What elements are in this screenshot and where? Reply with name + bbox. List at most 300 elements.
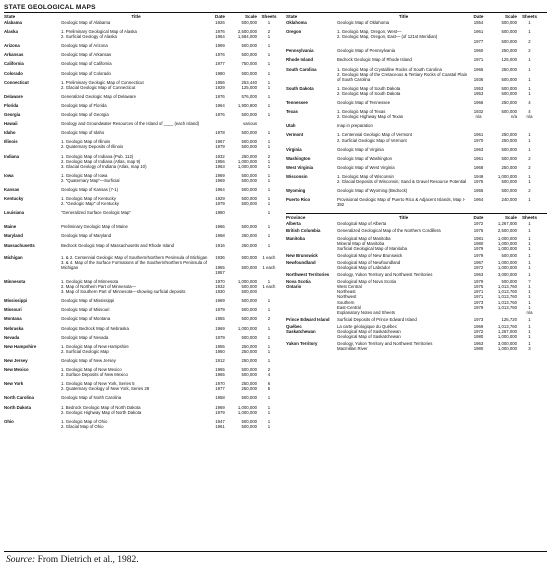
header-title: Title: [131, 14, 141, 19]
scale-value: 126,720: [501, 316, 517, 322]
cell-state: [286, 123, 337, 128]
cell-scales: [229, 121, 260, 126]
scale-value: 1,000,000: [237, 409, 257, 415]
title-value: Geologic Map of West Virginia: [337, 164, 395, 170]
cell-dates: [211, 243, 229, 248]
cell-state: [286, 132, 337, 142]
cell-titles: [61, 210, 211, 215]
cell-titles: [337, 329, 470, 339]
scale-value: 500,000: [241, 284, 257, 290]
title-value: 1. Geologic Map of Indiana (Pub. 112): [61, 153, 134, 159]
state-name: Hawaii: [4, 121, 18, 127]
cell-scales: [487, 86, 520, 96]
scale-value: 500,000: [241, 201, 257, 207]
sheet-value: 1: [267, 61, 271, 67]
state-name: Kentucky: [4, 196, 24, 202]
date-value: 1979: [215, 201, 225, 207]
state-name: Utah: [286, 123, 296, 129]
cell-sheets: [260, 233, 278, 238]
cell-scales: [487, 253, 520, 258]
title-value: Geologic Map of Tennessee: [337, 100, 391, 106]
title-value: 2. Quaternary Geology of New York, Series 28: [61, 386, 150, 392]
sheet-value: 1: [267, 79, 271, 85]
title-value: Geologic Map of Maryland: [61, 233, 112, 239]
cell-sheets: [260, 196, 278, 206]
cell-titles: [337, 100, 470, 105]
sheet-value: 1 each: [262, 254, 276, 260]
cell-state: [286, 156, 337, 161]
scale-value: [487, 123, 517, 128]
cell-titles: [337, 284, 470, 315]
cell-scales: [487, 109, 520, 119]
cell-dates: [211, 43, 229, 48]
cell-scales: [487, 341, 520, 351]
table-row: [286, 165, 547, 170]
sheet-value: 1: [267, 357, 271, 363]
date-value: 1916: [215, 242, 225, 248]
date-value: 1969: [215, 172, 225, 178]
cell-state: [4, 367, 61, 377]
cell-sheets: [260, 344, 278, 354]
scale-value: 500,000: [241, 70, 257, 76]
cell-dates: [211, 80, 229, 90]
sheet-value: 2: [267, 29, 271, 35]
state-name: Mississippi: [4, 298, 28, 304]
cell-dates: [211, 326, 229, 331]
scale-value: n/a: [511, 114, 517, 120]
cell-titles: [61, 381, 211, 391]
title-value: 1. & 2. Centennial Geologic Map of Southern/Northern Peninsula of Michigan: [61, 254, 208, 260]
cell-dates: [211, 358, 229, 363]
scale-value: 1,000,000: [497, 235, 517, 241]
cell-titles: [61, 94, 211, 99]
date-value: 1976: [215, 112, 225, 118]
sheet-value: 1: [267, 233, 271, 239]
state-name: Minnesota: [4, 279, 26, 284]
state-name: Florida: [4, 102, 19, 108]
scale-value: 1,000,000: [497, 259, 517, 265]
cell-state: [286, 67, 337, 82]
scale-value: 250,000: [501, 164, 517, 170]
state-name: Colorado: [4, 70, 23, 76]
date-value: 1947: [215, 418, 225, 424]
header-sheets: Sheets: [261, 14, 277, 19]
date-value: 1964: [473, 197, 484, 203]
table-row: [4, 298, 279, 303]
state-name: Kansas: [4, 186, 20, 192]
state-name: West Virginia: [286, 164, 314, 170]
cell-scales: [229, 173, 260, 183]
sheet-value: 1: [267, 102, 271, 108]
left-header: [4, 13, 279, 20]
cell-dates: [211, 395, 229, 400]
cell-scales: [229, 52, 260, 57]
sheet-value: 1: [267, 144, 271, 150]
cell-titles: [337, 132, 470, 142]
scale-value: 500,000: [501, 76, 517, 82]
cell-state: [286, 221, 337, 226]
cell-scales: [487, 260, 520, 270]
title-value: 2. "Geologic Map" of Kentucky: [61, 201, 119, 207]
cell-scales: [487, 197, 520, 207]
title-value: Geologic Map of Missouri: [61, 307, 110, 313]
title-value: 1. Geologic Map of Kentucky: [61, 196, 116, 202]
table-row: [4, 367, 279, 377]
title-value: 1. Geologic Map of Minnesota: [61, 279, 119, 284]
cell-sheets: [260, 71, 278, 76]
date-value: 1969: [215, 404, 225, 410]
title-value: Geologic Map of Arkansas: [61, 52, 112, 58]
title-value: 1. Geologic Map of New Mexico: [61, 367, 122, 373]
cell-titles: [337, 48, 470, 53]
sheet-value: 2: [267, 153, 271, 159]
cell-sheets: [520, 20, 539, 25]
cell-dates: [470, 221, 487, 226]
sheet-value: 1: [267, 418, 271, 424]
title-value: Geology, Yukon Territory and Northwest Territories: [337, 341, 433, 347]
state-name: Michigan: [4, 254, 23, 260]
sheet-value: 1: [267, 325, 271, 331]
cell-sheets: [260, 20, 278, 25]
cell-dates: [211, 196, 229, 206]
date-value: 1964: [215, 102, 225, 108]
scale-value: 500,000: [241, 130, 257, 136]
state-name: Tennessee: [286, 100, 308, 106]
date-value: 1956: [215, 158, 225, 164]
left-column: [4, 13, 279, 429]
cell-dates: [470, 132, 487, 142]
scale-value: [229, 270, 257, 275]
sheet-value: 1: [267, 298, 271, 304]
table-row: [286, 57, 547, 62]
cell-state: [286, 228, 337, 233]
title-value: Northeast: [337, 289, 356, 295]
table-row: [286, 317, 547, 322]
date-value: 1967: [215, 139, 225, 145]
scale-value: various: [243, 121, 257, 127]
sheet-value: 1: [528, 259, 531, 265]
cell-state: [4, 20, 61, 25]
date-value: 1979: [473, 304, 484, 310]
state-name: Maine: [4, 224, 17, 230]
state-name: Ontario: [286, 284, 302, 290]
left-table-body: [4, 20, 279, 429]
cell-titles: [61, 61, 211, 66]
cell-dates: [211, 173, 229, 183]
cell-dates: [470, 123, 487, 128]
date-value: 1953: [473, 85, 484, 91]
table-row: [286, 236, 547, 251]
date-value: 1963: [473, 341, 484, 347]
state-name: Nebraska: [4, 325, 24, 331]
table-row: [4, 358, 279, 363]
cell-titles: [337, 165, 470, 170]
cell-dates: [470, 253, 487, 258]
cell-scales: [487, 132, 520, 142]
table-row: [286, 174, 547, 184]
cell-scales: [229, 112, 260, 117]
cell-state: [4, 298, 61, 303]
date-value: 1967: [473, 259, 484, 265]
scale-value: 500,000: [501, 146, 517, 152]
cell-scales: [487, 284, 520, 315]
sheet-value: 2: [528, 164, 531, 170]
scale-value: 500,000: [241, 52, 257, 58]
scale-value: 250,000: [501, 137, 517, 143]
cell-sheets: [260, 80, 278, 90]
date-value: 1980: [215, 210, 225, 216]
cell-dates: [211, 154, 229, 169]
title-value: 2. Quaternary Deposits of Illinois: [61, 144, 124, 150]
scale-value: 1,000,000: [237, 279, 257, 284]
date-value: 1936: [215, 254, 225, 260]
cell-titles: [61, 196, 211, 206]
date-value: 1972: [473, 221, 484, 227]
cell-state: [4, 326, 61, 331]
sheet-value: 1: [528, 294, 531, 300]
title-value: Geologic Map of North Carolina: [61, 395, 122, 401]
cell-titles: [61, 255, 211, 275]
date-value: 1976: [215, 52, 225, 58]
scale-value: 500,000: [241, 418, 257, 424]
title-value: 1. Geologic Map of Wisconsin: [337, 173, 394, 179]
cell-titles: [337, 20, 470, 25]
cell-titles: [61, 367, 211, 377]
cell-sheets: [260, 121, 278, 126]
table-row: [4, 20, 279, 25]
date-value: 1976: [473, 178, 484, 184]
title-value: Geologic Map of Wyoming (Bedrock): [337, 188, 408, 194]
cell-state: [4, 395, 61, 400]
date-value: 1973: [473, 299, 484, 305]
table-row: [4, 243, 279, 248]
date-value: 1966: [215, 224, 225, 230]
cell-titles: [61, 316, 211, 321]
cell-state: [4, 130, 61, 135]
state-name: Puerto Rico: [286, 197, 311, 203]
date-value: 1963: [473, 146, 484, 152]
scale-value: 750,000: [241, 61, 257, 67]
scale-value: 1,000,000: [237, 325, 257, 331]
title-value: Geological Map of Manitoba: [337, 235, 391, 241]
scale-value: 500,000: [501, 39, 517, 45]
scale-value: 250,000: [241, 381, 257, 387]
cell-titles: [61, 344, 211, 354]
cell-titles: [61, 29, 211, 39]
title-value: La carte géologique du Québec: [337, 323, 397, 329]
title-value: Geologic Map of Alabama: [61, 20, 111, 25]
table-row: [286, 67, 547, 82]
sheet-value: 1: [528, 299, 531, 305]
scale-value: 500,000: [241, 367, 257, 373]
state-name: Indiana: [4, 153, 20, 159]
scale-value: 2,500,000: [497, 228, 517, 234]
cell-dates: [211, 20, 229, 25]
title-value: Geological Map of Newfoundland: [337, 259, 401, 265]
cell-state: [4, 419, 61, 429]
table-row: [286, 253, 547, 258]
cell-state: [4, 307, 61, 312]
cell-scales: [229, 80, 260, 90]
scale-value: 500,000: [241, 254, 257, 260]
state-name: Illinois: [4, 139, 18, 145]
cell-scales: [487, 188, 520, 193]
cell-dates: [470, 57, 487, 62]
date-value: 1963: [215, 163, 225, 169]
sheet-value: 1: [267, 130, 271, 136]
cell-dates: [470, 236, 487, 251]
date-value: 1978: [215, 130, 225, 136]
table-row: [286, 147, 547, 152]
header-state-right: State: [286, 14, 298, 19]
cell-dates: [211, 233, 229, 238]
cell-sheets: [520, 48, 539, 53]
scale-value: 1,584,000: [237, 34, 257, 40]
title-value: Geologic Map of Colorado: [61, 70, 111, 76]
table-row: [4, 94, 279, 99]
scale-value: 500,000: [241, 186, 257, 192]
cell-titles: [61, 80, 211, 90]
state-name: Virginia: [286, 146, 302, 152]
sheet-value: 1: [267, 93, 271, 99]
scale-value: 125,000: [241, 84, 257, 90]
source-note: [6, 555, 139, 565]
title-value: 2. Glacial Geologic Map of Connecticut: [61, 84, 136, 90]
cell-scales: [487, 20, 520, 25]
date-value: 1964: [215, 34, 225, 40]
cell-scales: [229, 344, 260, 354]
state-name: Iowa: [4, 172, 14, 178]
title-value: 3. Glacial Geology of Indiana (Atlas, map 10): [61, 163, 147, 169]
sheet-value: 1: [267, 158, 271, 164]
date-value: 1932: [473, 109, 484, 115]
date-value: 1954: [473, 20, 484, 25]
title-value: 3. & 4. Map of the Surface Formations of the Southern/Northern Peninsula of Michigan: [61, 259, 207, 270]
table-row: [286, 48, 547, 53]
cell-sheets: [260, 154, 278, 169]
date-value: 1981: [473, 235, 484, 241]
cell-titles: [61, 20, 211, 25]
sheet-value: 1: [267, 112, 271, 118]
date-value: 1926: [215, 20, 225, 25]
right-column: [286, 13, 547, 351]
cell-sheets: [520, 147, 539, 152]
cell-sheets: [520, 272, 539, 277]
state-name: Saskatchewan: [286, 329, 316, 335]
cell-dates: [211, 210, 229, 215]
date-value: 1979: [215, 334, 225, 340]
cell-dates: [211, 139, 229, 149]
sheet-value: 1: [267, 43, 271, 49]
cell-dates: [211, 367, 229, 377]
title-value: map in preparation: [337, 123, 373, 129]
sheet-value: 2: [267, 367, 271, 373]
cell-state: [4, 255, 61, 275]
title-value: Geologic Map of Idaho: [61, 130, 105, 136]
state-name: Louisiana: [4, 210, 25, 216]
state-name: Maryland: [4, 233, 23, 239]
cell-scales: [229, 307, 260, 312]
scale-value: 1,013,760: [497, 304, 517, 310]
cell-dates: [470, 100, 487, 105]
cell-scales: [487, 228, 520, 233]
table-row: [4, 130, 279, 135]
cell-sheets: [260, 139, 278, 149]
date-value: 1949: [473, 173, 484, 179]
cell-sheets: [520, 109, 539, 119]
cell-titles: [61, 173, 211, 183]
table-row: [286, 188, 547, 193]
sheet-value: ?: [528, 279, 531, 285]
cell-titles: [337, 221, 470, 226]
cell-dates: [211, 316, 229, 321]
cell-sheets: [260, 335, 278, 340]
date-value: 1966: [473, 100, 484, 106]
cell-scales: [487, 29, 520, 44]
cell-state: [4, 103, 61, 108]
title-value: West Central: [337, 284, 362, 290]
cell-state: [4, 233, 61, 238]
table-row: [4, 224, 279, 229]
state-name: Nevada: [4, 334, 20, 340]
cell-sheets: [520, 260, 539, 270]
date-value: [211, 121, 229, 126]
sheet-value: 5: [267, 386, 271, 392]
sheet-value: 1: [528, 252, 531, 258]
scale-value: 500,000: [241, 298, 257, 304]
cell-dates: [211, 94, 229, 99]
sheet-value: 1: [528, 235, 531, 241]
sheet-value: 1: [267, 34, 271, 40]
table-row: [4, 139, 279, 149]
scale-value: 500,000: [501, 29, 517, 35]
cell-sheets: [260, 279, 278, 294]
date-value: 1958: [215, 395, 225, 401]
cell-dates: [211, 419, 229, 429]
state-name: North Carolina: [4, 395, 34, 401]
sheet-value: 1: [528, 316, 531, 322]
scale-value: 500,000: [241, 172, 257, 178]
cell-sheets: [260, 112, 278, 117]
cell-dates: [211, 103, 229, 108]
scale-value: 500,000: [501, 178, 517, 184]
header-province: Province: [286, 215, 306, 221]
cell-sheets: [520, 100, 539, 105]
sheet-value: 1: [267, 20, 271, 25]
cell-sheets: [520, 253, 539, 258]
state-name: Prince Edward Island: [286, 316, 330, 322]
cell-dates: [211, 29, 229, 39]
cell-sheets: [260, 103, 278, 108]
cell-scales: [487, 123, 520, 128]
title-value: Geological Map of New Brunswick: [337, 252, 403, 258]
scale-value: 1,000,000: [497, 173, 517, 179]
title-value: Southern: [337, 299, 355, 305]
date-value: 1980: [473, 334, 484, 340]
scale-value: 500,000: [241, 196, 257, 202]
cell-scales: [487, 67, 520, 82]
cell-scales: [229, 326, 260, 331]
title-value: Geologic Map of Kansas (7-1): [61, 186, 119, 192]
sheet-value: [260, 121, 278, 126]
date-value: 1976: [473, 228, 484, 234]
cell-state: [4, 154, 61, 169]
date-value: 1971: [473, 57, 484, 63]
sheet-value: 4: [528, 100, 531, 106]
date-value: 1936: [473, 76, 484, 82]
table-row: [286, 123, 547, 128]
title-value: Generalized Geologic Map of Delaware: [61, 93, 136, 99]
